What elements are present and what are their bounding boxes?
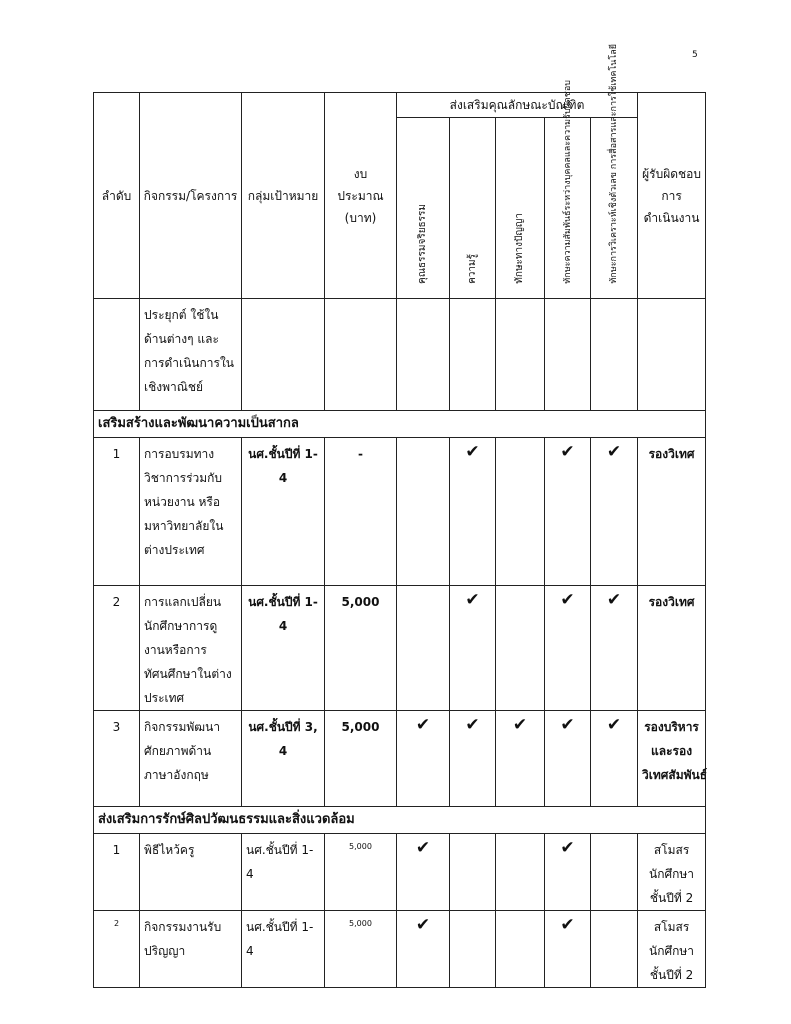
check-mark xyxy=(591,834,638,911)
budget-cell: 5,000 xyxy=(325,586,397,711)
check-mark: ✔ xyxy=(545,834,591,911)
table-row xyxy=(94,711,706,807)
row-no: 2 xyxy=(94,911,140,988)
header-attr-numerical-label: ทักษะการวิเคราะห์เชิงตัวเลข การสื่อสารและการใช้เทคโนโลยี xyxy=(609,44,620,284)
row-no: 3 xyxy=(94,711,140,807)
row-no: 1 xyxy=(94,834,140,911)
budget-cell: 5,000 xyxy=(325,711,397,807)
table-row xyxy=(94,911,706,988)
check-mark: ✔ xyxy=(397,911,450,988)
check-mark: ✔ xyxy=(545,438,591,586)
section-header xyxy=(94,411,706,438)
header-activity: กิจกรรม/โครงการ xyxy=(140,93,242,299)
header-attr-cognitive xyxy=(496,118,545,299)
check-mark: ✔ xyxy=(450,711,496,807)
activity-table xyxy=(93,44,708,988)
table-row xyxy=(94,586,706,711)
page-number: 5 xyxy=(692,50,698,60)
responsible-cell: รองวิเทศ xyxy=(638,438,706,586)
check-mark xyxy=(450,834,496,911)
header-attr-numerical xyxy=(591,44,638,299)
row-no: 1 xyxy=(94,438,140,586)
activity-cell: กิจกรรมพัฒนาศักยภาพด้านภาษาอังกฤษ xyxy=(140,711,242,807)
activity-cell: การแลกเปลี่ยนนักศึกษาการดูงานหรือการทัศนศึกษาในต่างประเทศ xyxy=(140,586,242,711)
check-mark xyxy=(496,911,545,988)
target-cell: นศ.ชั้นปีที่ 1-4 xyxy=(242,438,325,586)
target-cell: นศ.ชั้นปีที่ 1-4 xyxy=(242,834,325,911)
check-mark: ✔ xyxy=(545,911,591,988)
header-budget: งบประมาณ (บาท) xyxy=(325,93,397,299)
activity-cell: ประยุกต์ ใช้ในด้านต่างๆ และการดำเนินการในเชิงพาณิชย์ xyxy=(140,299,242,411)
target-cell: นศ.ชั้นปีที่ 1-4 xyxy=(242,586,325,711)
header-attributes-group: ส่งเสริมคุณลักษณะบัณฑิต xyxy=(397,93,638,118)
table-row xyxy=(94,834,706,911)
responsible-cell: สโมสรนักศึกษาชั้นปีที่ 2 xyxy=(638,834,706,911)
check-mark: ✔ xyxy=(496,711,545,807)
check-mark xyxy=(397,586,450,711)
check-mark xyxy=(591,911,638,988)
check-mark: ✔ xyxy=(450,586,496,711)
responsible-cell: รองวิเทศ xyxy=(638,586,706,711)
header-target: กลุ่มเป้าหมาย xyxy=(242,93,325,299)
budget-cell: 5,000 xyxy=(325,834,397,911)
budget-cell: - xyxy=(325,438,397,586)
check-mark: ✔ xyxy=(545,586,591,711)
check-mark: ✔ xyxy=(591,711,638,807)
budget-cell: 5,000 xyxy=(325,911,397,988)
responsible-cell: รองบริหารและรองวิเทศสัมพันธ์ xyxy=(638,711,706,807)
header-attr-ethics xyxy=(397,118,450,299)
responsible-cell: สโมสรนักศึกษาชั้นปีที่ 2 xyxy=(638,911,706,988)
check-mark: ✔ xyxy=(591,586,638,711)
check-mark: ✔ xyxy=(450,438,496,586)
check-mark xyxy=(496,438,545,586)
check-mark: ✔ xyxy=(545,711,591,807)
target-cell: นศ.ชั้นปีที่ 1-4 xyxy=(242,911,325,988)
check-mark: ✔ xyxy=(591,438,638,586)
table-row xyxy=(94,438,706,586)
check-mark: ✔ xyxy=(397,711,450,807)
row-no: 2 xyxy=(94,586,140,711)
activity-cell: กิจกรรมงานรับปริญญา xyxy=(140,911,242,988)
table-row xyxy=(94,299,706,411)
header-attr-cognitive-label: ทักษะทางปัญญา xyxy=(514,213,525,284)
section-header xyxy=(94,807,706,834)
section-title: ส่งเสริมการรักษ์ศิลปวัฒนธรรมและสิ่งแวดล้อม xyxy=(94,807,706,834)
check-mark xyxy=(397,438,450,586)
header-attr-interpersonal xyxy=(545,80,591,299)
check-mark xyxy=(496,834,545,911)
header-no: ลำดับ xyxy=(94,93,140,299)
header-attr-knowledge xyxy=(450,118,496,299)
activity-cell: การอบรมทางวิชาการร่วมกับหน่วยงาน หรือมหาวิทยาลัยในต่างประเทศ xyxy=(140,438,242,586)
header-responsible: ผู้รับผิดชอบการ ดำเนินงาน xyxy=(638,93,706,299)
section-title: เสริมสร้างและพัฒนาความเป็นสากล xyxy=(94,411,706,438)
check-mark xyxy=(496,586,545,711)
header-attr-knowledge-label: ความรู้ xyxy=(466,254,478,284)
header-attr-interpersonal-label: ทักษะความสัมพันธ์ระหว่างบุคคลและความรับผิดชอบ xyxy=(562,80,573,284)
activity-cell: พิธีไหว้ครู xyxy=(140,834,242,911)
header-attr-ethics-label: คุณธรรมจริยธรรม xyxy=(417,204,428,284)
check-mark: ✔ xyxy=(397,834,450,911)
target-cell: นศ.ชั้นปีที่ 3, 4 xyxy=(242,711,325,807)
check-mark xyxy=(450,911,496,988)
